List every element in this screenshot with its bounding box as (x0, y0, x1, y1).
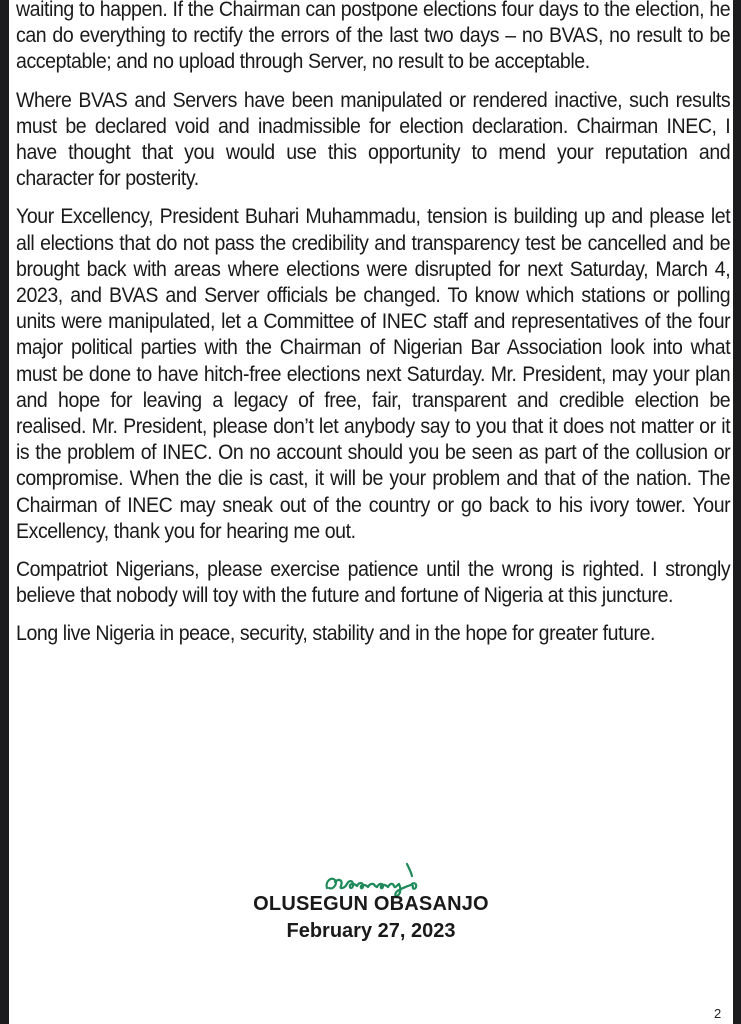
paragraph-2: Where BVAS and Servers have been manipulated or rendered inactive, such results must be declared void and inadmissible for election declaration. Chairman INEC, I have thought that you would use this opportunity to mend your reputation and character for posterity. (16, 88, 731, 191)
document-page (9, 0, 733, 1024)
paragraph-5: Long live Nigeria in peace, security, stability and in the hope for greater future. (16, 622, 656, 646)
paragraph-1: waiting to happen. If the Chairman can postpone elections four days to the election, he can do everything to rectify the errors of the last two days – no BVAS, no result to be acceptable; and no upload through Server, no result to be acceptable. (16, 0, 731, 74)
paragraph-3: Your Excellency, President Buhari Muhammadu, tension is building up and please let all elections that do not pass the credibility and transparency test be cancelled and be brought back with areas where elections were disrupted for next Saturday, March 4, 2023, and BVAS and Server officials be changed. To know which stations or polling units were manipulated, let a Committee of INEC staff and representatives of the four major political parties with the Chairman of Nigerian Bar Association look into what must be done to have hitch-free elections next Saturday. Mr. President, may your plan and hope for leaving a legacy of free, fair, transparent and credible election be realised. Mr. President, please don’t let anybody say to you that it does not matter or it is the problem of INEC. On no account should you be seen as part of the collusion or compromise. When the die is cast, it will be your problem and that of the nation. The Chairman of INEC may sneak out of the country or go back to his ivory tower. Your Excellency, thank you for hearing me out. (16, 205, 731, 543)
handwritten-signature (319, 858, 449, 898)
letter-body (16, 0, 730, 660)
paragraph-4: Compatriot Nigerians, please exercise patience until the wrong is righted. I strongly believe that nobody will toy with the future and fortune of Nigeria at this juncture. (16, 558, 731, 608)
letter-date: February 27, 2023 (286, 920, 456, 942)
scan-border-right (733, 0, 741, 1024)
signatory-name: OLUSEGUN OBASANJO (253, 893, 489, 915)
scan-border-left (0, 0, 9, 1024)
page-number: 2 (714, 1006, 722, 1021)
